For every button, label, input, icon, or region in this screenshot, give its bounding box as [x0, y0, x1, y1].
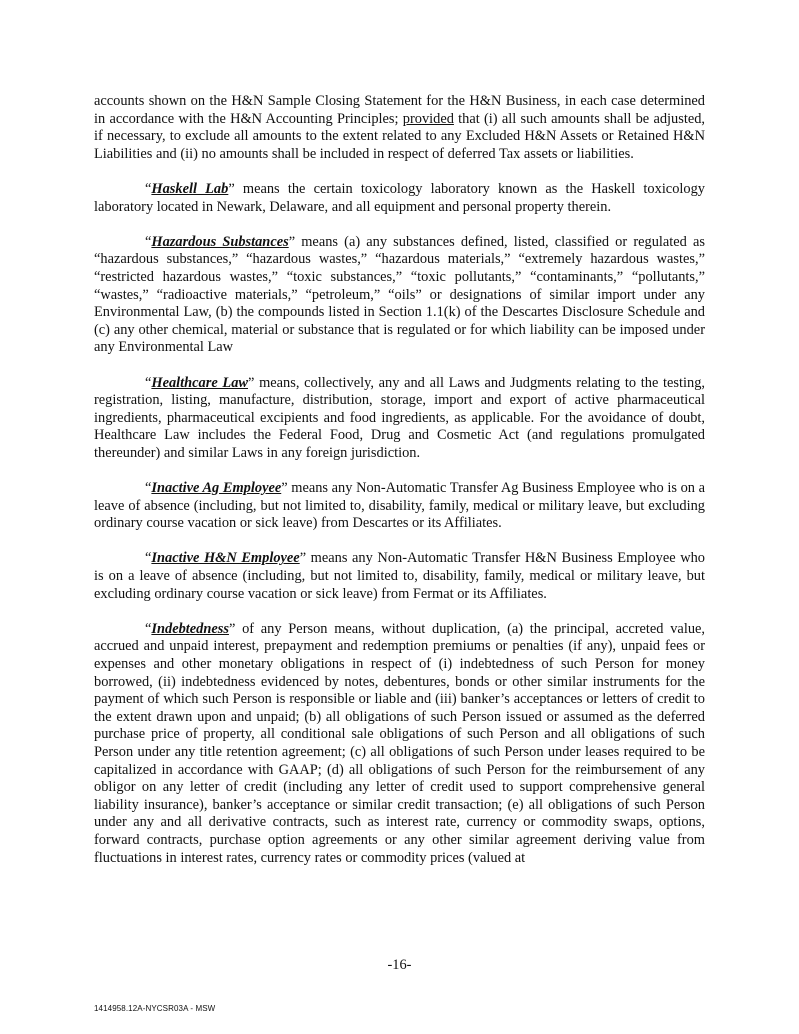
provided-word: provided	[402, 110, 454, 127]
definition-hazardous-substances: “Hazardous Substances” means (a) any substances defined, listed, classified or regulated as “hazardous substances,” “hazardous wastes,” “hazardous materials,” “extremely hazardous wastes,” “restricted hazardous wastes,” “toxic substances,” “toxic pollutants,” “contaminants,” “pollutants,” “wastes,” “radioactive materials,” “petroleum,” “oils” or designations of similar import under any Environmental Law, (b) the compounds listed in Section 1.1(k) of the Descartes Disclosure Schedule and (c) any other chemical, material or substance that is regulated or for which liability can be imposed under any Environmental Law	[94, 233, 705, 356]
definition-inactive-hn-employee: “Inactive H&N Employee” means any Non-Automatic Transfer H&N Business Employee who is on a leave of absence (including, but not limited to, disability, family, medical or military leave, but excluding ordinary course vacation or sick leave) from Fermat or its Affiliates.	[94, 550, 706, 602]
definition-indebtedness: “Indebtedness” of any Person means, without duplication, (a) the principal, accreted value, accrued and unpaid interest, prepayment and redemption premiums or penalties (if any), unpaid fees or expenses and other monetary obligations in respect of (i) indebtedness of such Person for money borrowed, (ii) indebtedness evidenced by notes, debentures, bonds or other similar instruments for the payment of which such Person is responsible or liable and (iii) banker’s acceptances or letters of credit to the extent drawn upon and unpaid; (b) all obligations of such Person issued or assumed as the deferred purchase price of property, all conditional sale obligations of such Person and all obligations of such Person under any title retention agreement; (c) all obligations of such Person under leases required to be capitalized in accordance with GAAP; (d) all obligations of such Person for the reimbursement of any obligor on any letter of credit (including any letter of credit used to support comprehensive general liability insurance), banker’s acceptance or similar credit transaction; (e) all obligations of such Person under any and all derivative contracts, such as interest rate, currency or commodity swaps, options, forward contracts, purchase option agreements or any other similar agreement deriving value from fluctuations in interest rates, currency rates or commodity prices (valued at	[94, 620, 705, 866]
definition-healthcare-law: “Healthcare Law” means, collectively, any and all Laws and Judgments relating to the testing, registration, listing, manufacture, distribution, storage, import and export of active pharmaceutical ingredients, pharmaceutical excipients and food ingredients, as applicable. For the avoidance of doubt, Healthcare Law includes the Federal Food, Drug and Cosmetic Act (and regulations promulgated thereunder) and similar Laws in any foreign jurisdiction.	[94, 374, 705, 461]
definition-inactive-ag-employee: “Inactive Ag Employee” means any Non-Automatic Transfer Ag Business Employee who is on a leave of absence (including, but not limited to, disability, family, medical or military leave, but excluding ordinary course vacation or sick leave) from Descartes or its Affiliates.	[94, 480, 705, 532]
defined-term: Haskell Lab	[151, 180, 229, 197]
document-id: 1414958.12A-NYCSR03A - MSW	[94, 1004, 216, 1013]
paragraph-continuation: accounts shown on the H&N Sample Closing Statement for the H&N Business, in each case determined in accordance with the H&N Accounting Principles; provided that (i) all such amounts shall be adjusted, if necessary, to exclude all amounts to the extent related to any Excluded H&N Assets or Retained H&N Liabilities and (ii) no amounts shall be included in respect of deferred Tax assets or liabilities.	[94, 93, 705, 162]
page-number: -16-	[387, 957, 412, 973]
defined-term: Inactive Ag Employee	[151, 480, 282, 497]
document-body	[94, 93, 705, 885]
defined-term: Healthcare Law	[151, 374, 249, 391]
definition-haskell-lab: “Haskell Lab” means the certain toxicology laboratory known as the Haskell toxicology laboratory located in Newark, Delaware, and all equipment and personal property therein.	[94, 180, 705, 215]
defined-term: Inactive H&N Employee	[151, 550, 300, 567]
defined-term: Hazardous Substances	[151, 233, 289, 250]
defined-term: Indebtedness	[151, 620, 229, 637]
